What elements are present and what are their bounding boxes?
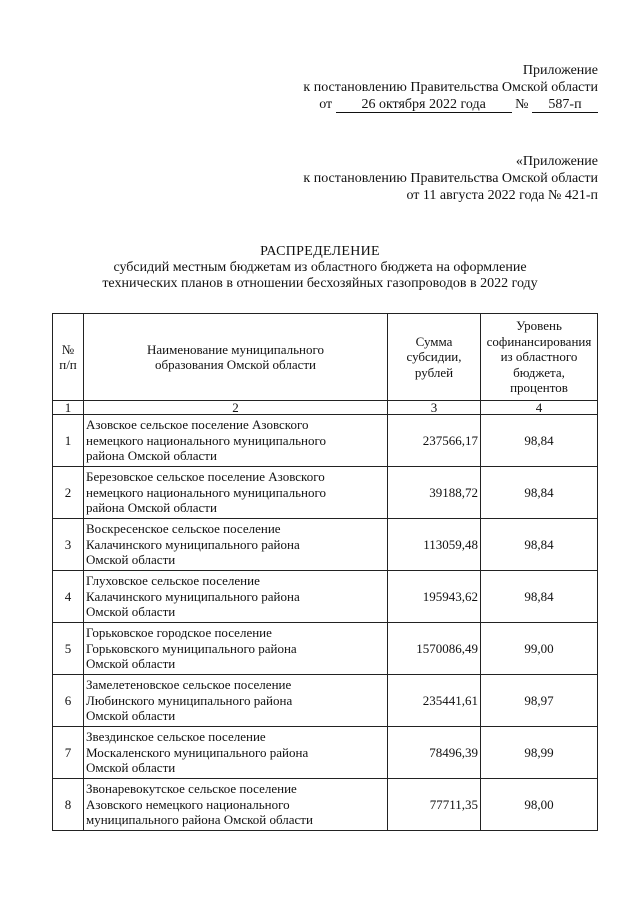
municipality-name-line: Березовское сельское поселение Азовского: [86, 469, 325, 485]
municipality-name-line: Калачинского муниципального района: [86, 588, 300, 604]
table-row: [53, 623, 598, 675]
row-cofinancing-level: 98,84: [481, 467, 598, 519]
municipality-name-line: Омской области: [86, 760, 176, 776]
municipality-name-line: Азовского немецкого национального: [86, 796, 290, 812]
row-municipality: [84, 571, 388, 623]
column-number-row: [53, 401, 598, 415]
municipality-name-line: Москаленского муниципального района: [86, 744, 309, 760]
title-subline-1: субсидий местным бюджетам из областного бюджета на оформление: [113, 260, 527, 275]
municipality-name-line: Омской области: [86, 552, 176, 568]
resolution-label: к постановлению Правительства Омской области: [303, 80, 598, 95]
table-row: [53, 415, 598, 467]
municipality-name-line: Азовское сельское поселение Азовского: [86, 417, 309, 433]
title-heading: РАСПРЕДЕЛЕНИЕ: [260, 244, 380, 259]
header-num: № п/п: [53, 314, 84, 401]
column-number: 1: [53, 401, 84, 415]
appendix-label: Приложение: [522, 63, 598, 78]
row-number: 6: [53, 675, 84, 727]
municipality-name-line: Воскресенское сельское поселение: [86, 521, 281, 537]
original-resolution-label: к постановлению Правительства Омской области: [303, 171, 598, 186]
table-row: [53, 519, 598, 571]
original-appendix-header: [303, 153, 598, 204]
municipality-name-line: немецкого национального муниципального: [86, 484, 326, 500]
table-row: [53, 571, 598, 623]
row-subsidy-sum: 195943,62: [388, 571, 481, 623]
row-municipality: [84, 519, 388, 571]
row-subsidy-sum: 39188,72: [388, 467, 481, 519]
header-name: Наименование муниципального образования Омской области: [84, 314, 388, 401]
municipality-name-line: Звездинское сельское поселение: [86, 729, 266, 745]
table-row: [53, 727, 598, 779]
municipality-name-line: Глуховское сельское поселение: [86, 573, 260, 589]
original-resolution-date: от 11 августа 2022 года № 421-п: [406, 188, 598, 203]
row-number: 3: [53, 519, 84, 571]
row-cofinancing-level: 99,00: [481, 623, 598, 675]
row-number: 8: [53, 779, 84, 831]
from-label: от: [319, 97, 333, 112]
row-number: 7: [53, 727, 84, 779]
row-municipality: [84, 467, 388, 519]
row-number: 5: [53, 623, 84, 675]
table-header-row: [53, 314, 598, 401]
row-subsidy-sum: 78496,39: [388, 727, 481, 779]
row-cofinancing-level: 98,97: [481, 675, 598, 727]
row-municipality: [84, 415, 388, 467]
municipality-name-line: Калачинского муниципального района: [86, 536, 300, 552]
row-municipality: [84, 675, 388, 727]
row-subsidy-sum: 235441,61: [388, 675, 481, 727]
row-municipality: [84, 727, 388, 779]
row-subsidy-sum: 237566,17: [388, 415, 481, 467]
row-cofinancing-level: 98,84: [481, 415, 598, 467]
municipality-name-line: Замелетеновское сельское поселение: [86, 677, 292, 693]
municipality-name-line: Горьковского муниципального района: [86, 640, 297, 656]
number-label: №: [515, 97, 529, 112]
column-number: 2: [84, 401, 388, 415]
municipality-name-line: Омской области: [86, 656, 176, 672]
row-number: 2: [53, 467, 84, 519]
municipality-name-line: немецкого национального муниципального: [86, 432, 326, 448]
column-number: 3: [388, 401, 481, 415]
row-number: 1: [53, 415, 84, 467]
row-cofinancing-level: 98,84: [481, 519, 598, 571]
municipality-name-line: муниципального района Омской области: [86, 812, 313, 828]
approval-header: [303, 62, 598, 113]
row-subsidy-sum: 113059,48: [388, 519, 481, 571]
row-municipality: [84, 779, 388, 831]
subsidy-table: [52, 313, 598, 831]
municipality-name-line: Омской области: [86, 708, 176, 724]
table-row: [53, 467, 598, 519]
column-number: 4: [481, 401, 598, 415]
resolution-date-line: [303, 96, 598, 113]
header-level: Уровень софинансирования из областного бюджета, процентов: [481, 314, 598, 401]
row-subsidy-sum: 77711,35: [388, 779, 481, 831]
row-cofinancing-level: 98,00: [481, 779, 598, 831]
municipality-name-line: Горьковское городское поселение: [86, 625, 272, 641]
table-row: [53, 675, 598, 727]
municipality-name-line: района Омской области: [86, 448, 217, 464]
resolution-date: 26 октября 2022 года: [336, 97, 512, 113]
row-cofinancing-level: 98,84: [481, 571, 598, 623]
table-body: [53, 415, 598, 831]
row-subsidy-sum: 1570086,49: [388, 623, 481, 675]
municipality-name-line: Омской области: [86, 604, 176, 620]
title-subline-2: технических планов в отношении бесхозяйных газопроводов в 2022 году: [102, 276, 538, 291]
row-municipality: [84, 623, 388, 675]
municipality-name-line: района Омской области: [86, 500, 217, 516]
document-title: [0, 244, 640, 292]
table-row: [53, 779, 598, 831]
municipality-name-line: Любинского муниципального района: [86, 692, 293, 708]
row-cofinancing-level: 98,99: [481, 727, 598, 779]
original-appendix-label: «Приложение: [515, 154, 598, 169]
row-number: 4: [53, 571, 84, 623]
municipality-name-line: Звонаревокутское сельское поселение: [86, 781, 297, 797]
resolution-number: 587-п: [532, 97, 598, 113]
header-sum: Сумма субсидии, рублей: [388, 314, 481, 401]
